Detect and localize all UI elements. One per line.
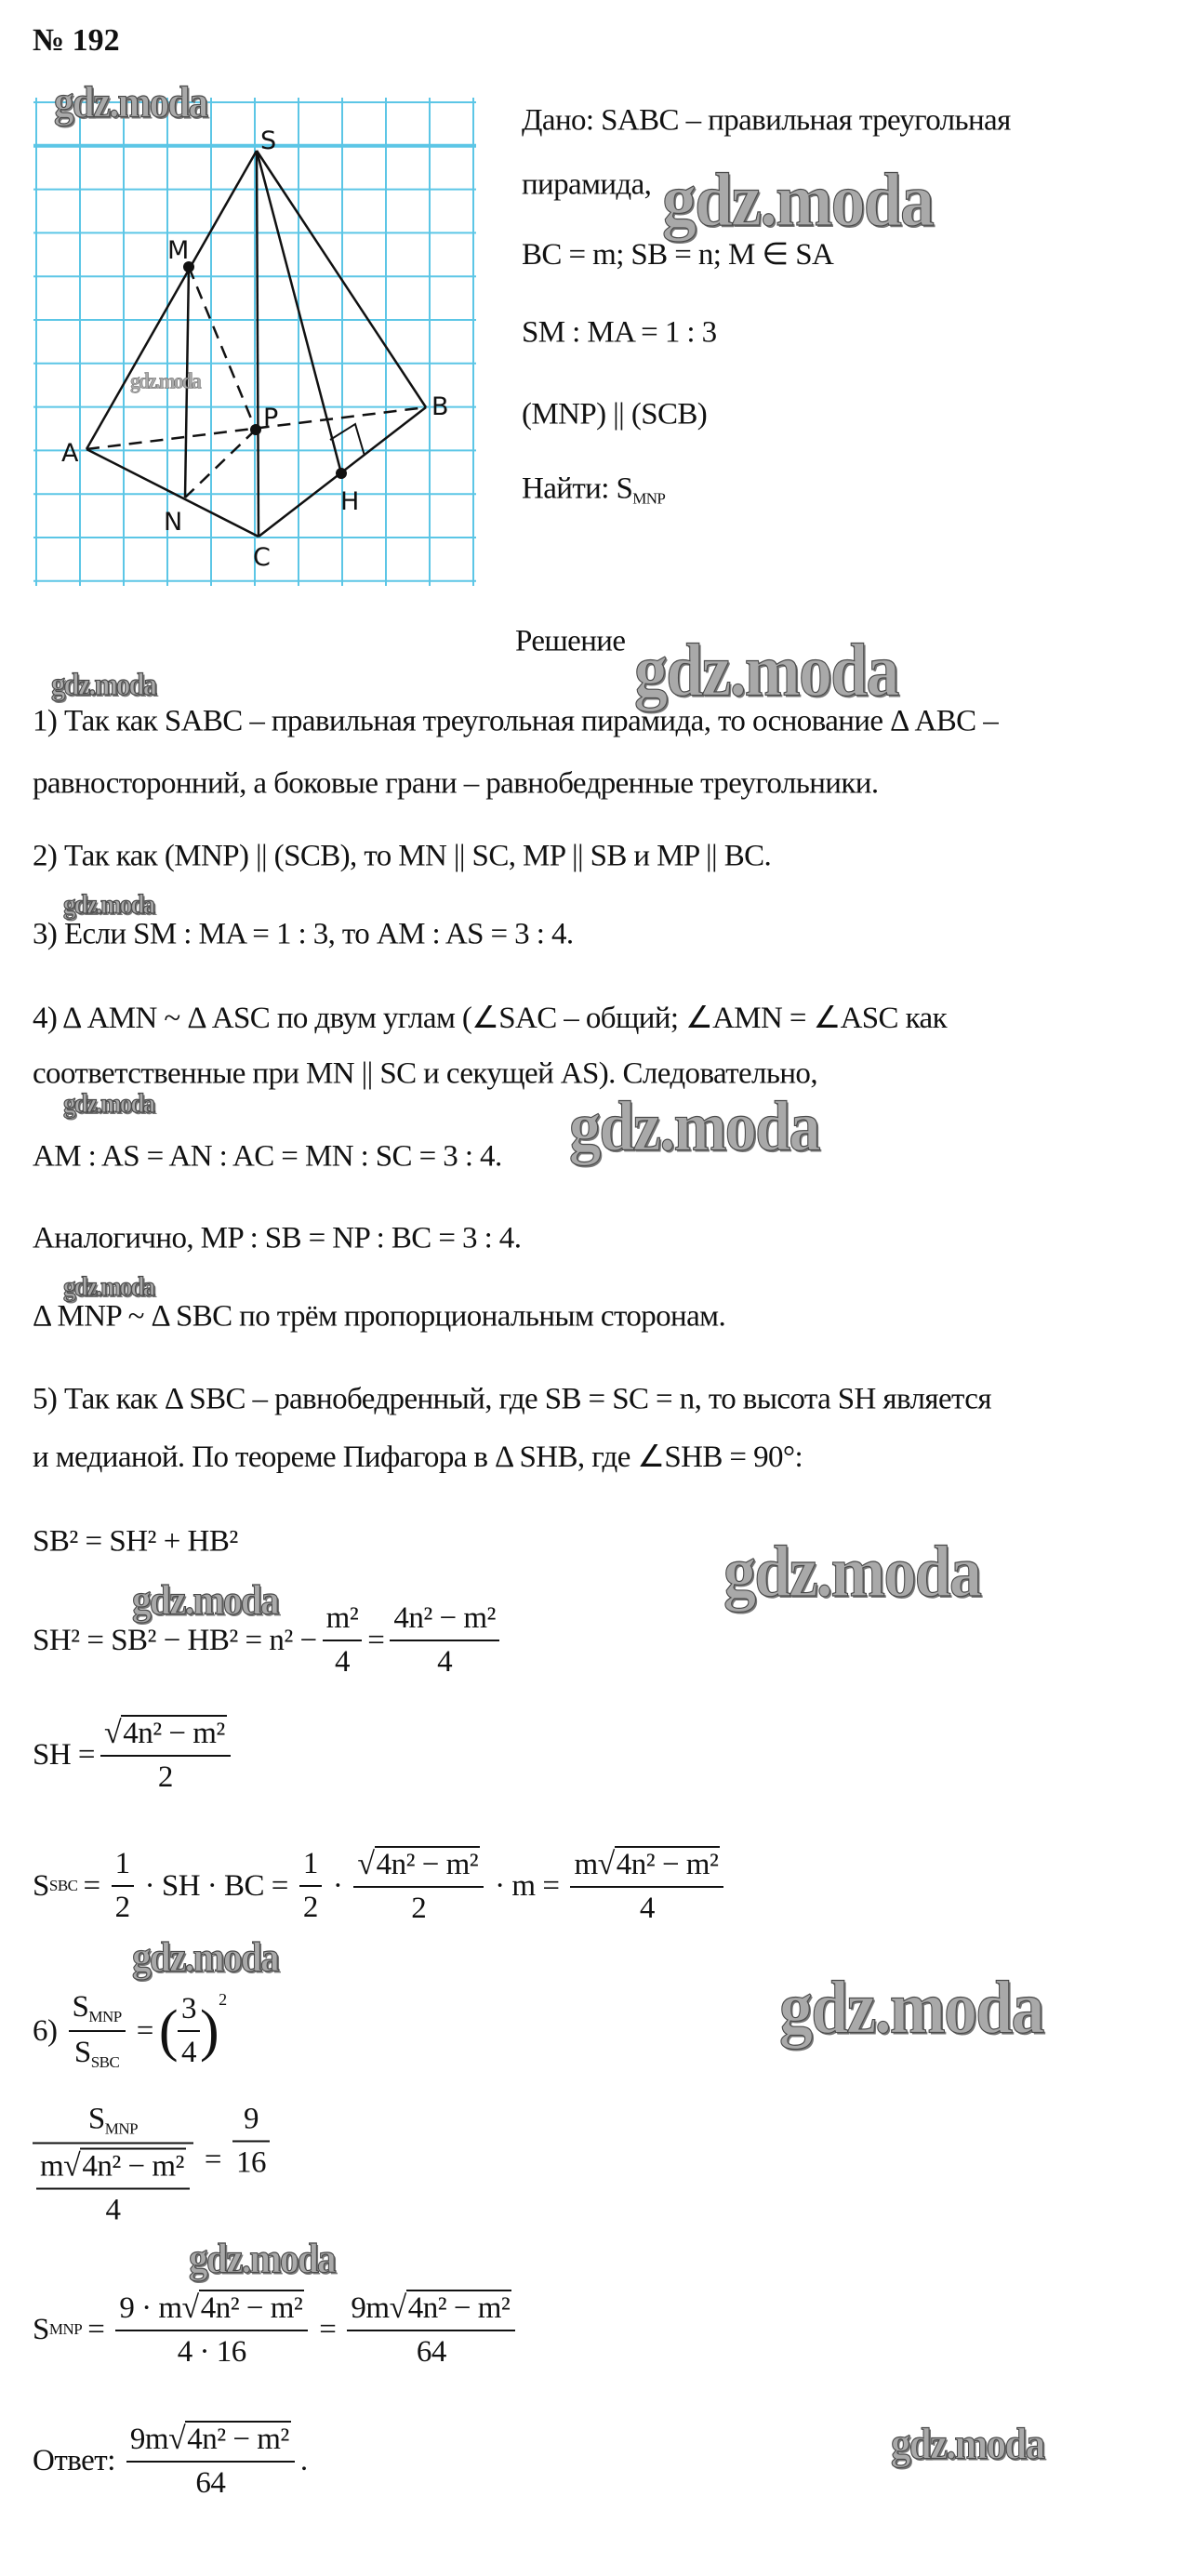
answer <box>33 2421 308 2501</box>
label-C: C <box>253 543 271 572</box>
given-line-1: Дано: SABC – правильная треугольная <box>522 103 1011 138</box>
problem-number: № 192 <box>33 23 120 58</box>
label-N: N <box>164 508 183 537</box>
fraction <box>232 2103 270 2181</box>
watermark: gdz.moda <box>569 1087 819 1166</box>
area-symbol: S <box>73 2036 91 2069</box>
equation-area-sbc <box>33 1846 729 1926</box>
watermark: gdz.moda <box>130 369 201 394</box>
radicand: 4n² − m² <box>82 2149 184 2184</box>
watermark: gdz.moda <box>189 2234 335 2282</box>
coefficient: m <box>40 2149 64 2184</box>
area-symbol: S <box>33 1868 49 1903</box>
given-line-3: BC = m; SB = n; M ∈ SA <box>522 238 834 272</box>
numerator: 4n² − m² <box>393 1601 496 1635</box>
point-P <box>250 424 261 435</box>
watermark: gdz.moda <box>132 1575 278 1624</box>
radicand: 4n² − m² <box>616 1848 719 1881</box>
sqrt: √ 4n² − m² <box>181 2291 303 2325</box>
operator-text: · m = <box>495 1868 560 1903</box>
label-S: S <box>260 126 277 155</box>
watermark: gdz.moda <box>51 668 156 702</box>
eq-lhs: SH = <box>33 1737 96 1772</box>
equation-pythagoras: SB² = SH² + HB² <box>33 1524 238 1559</box>
label-A: A <box>61 439 79 468</box>
denominator: 4 <box>570 1886 723 1926</box>
numerator: m² <box>325 1601 359 1635</box>
solution-line: 4) Δ AMN ~ Δ ASC по двум углам (∠SAC – общий; ∠AMN = ∠ASC как <box>33 1002 948 1035</box>
coefficient: m <box>574 1848 598 1881</box>
period: . <box>299 2443 308 2477</box>
solution-line: Δ MNP ~ Δ SBC по трём пропорциональным сторонам. <box>33 1299 726 1334</box>
segment-MP-hidden <box>189 267 256 430</box>
denominator: 2 <box>299 1885 322 1925</box>
operator-text: · SH · BC = <box>144 1868 288 1903</box>
numerator: 9 <box>244 2102 259 2136</box>
equation-ratio-substituted <box>33 2103 275 2228</box>
watermark: gdz.moda <box>634 630 898 712</box>
subscript: SBC <box>90 2053 120 2071</box>
equals: = <box>319 2312 337 2346</box>
watermark: gdz.moda <box>891 2419 1044 2469</box>
given-line-4: SM : MA = 1 : 3 <box>522 315 717 350</box>
watermark: gdz.moda <box>63 1271 154 1302</box>
numerator: 3 <box>181 1992 196 2025</box>
fraction <box>33 2103 193 2228</box>
operator-text: · <box>332 1868 343 1903</box>
solution-line: и медианой. По теореме Пифагора в Δ SHB, где ∠SHB = 90°: <box>33 1441 803 1474</box>
sqrt: √ 4n² − m² <box>597 1847 719 1881</box>
fraction <box>299 1847 322 1925</box>
equals: = <box>83 1868 100 1903</box>
point-H <box>336 468 347 479</box>
fraction <box>115 2290 308 2370</box>
given-line-5: (MNP) || (SCB) <box>522 397 708 432</box>
sqrt: √ 4n² − m² <box>357 1847 479 1881</box>
label-M: M <box>167 236 190 265</box>
fraction <box>570 1846 723 1926</box>
sqrt: √ 4n² − m² <box>389 2291 511 2325</box>
fraction <box>178 1992 200 2070</box>
fraction <box>69 1990 126 2072</box>
area-symbol: S <box>33 2312 49 2346</box>
solution-title: Решение <box>515 624 626 658</box>
fraction <box>353 1846 484 1926</box>
denominator: 16 <box>232 2141 270 2181</box>
solution-line: 5) Так как Δ SBC – равнобедренный, где SB = SC = n, то высота SH является <box>33 1382 991 1416</box>
denominator: 4 <box>323 1640 363 1680</box>
label-P: P <box>263 404 279 432</box>
equation-area-ratio <box>33 1990 227 2072</box>
watermark: gdz.moda <box>723 1531 981 1612</box>
radicand: 4n² − m² <box>123 1717 225 1750</box>
fraction <box>112 1847 134 1925</box>
subscript: MNP <box>88 2008 122 2025</box>
step-label: 6) <box>33 2013 58 2048</box>
fraction <box>323 1601 363 1680</box>
solution-line: соответственные при MN || SC и секущей AS). Следовательно, <box>33 1056 817 1091</box>
segment-PN-hidden <box>185 430 256 498</box>
denominator: 2 <box>112 1885 134 1925</box>
equals: = <box>367 1623 385 1657</box>
find-label: Найти: S <box>522 471 633 506</box>
subscript: SBC <box>48 1877 78 1894</box>
denominator: 2 <box>100 1755 231 1795</box>
sqrt: √ 4n² − m² <box>168 2422 289 2456</box>
right-paren: ) <box>200 1999 219 2063</box>
denominator: 2 <box>353 1886 484 1926</box>
subscript: MNP <box>104 2119 139 2138</box>
fraction <box>36 2148 190 2228</box>
denominator: 4 · 16 <box>115 2330 308 2370</box>
coefficient: 9 · m <box>119 2291 182 2325</box>
radicand: 4n² − m² <box>187 2423 289 2456</box>
solution-line: равносторонний, а боковые грани – равнобедренные треугольники. <box>33 766 879 801</box>
numerator: 1 <box>114 1847 130 1880</box>
equals: = <box>87 2312 105 2346</box>
answer-label: Ответ: <box>33 2443 115 2477</box>
area-symbol: S <box>72 1990 89 2024</box>
radicand: 4n² − m² <box>376 1848 479 1881</box>
edge-SC <box>257 151 259 537</box>
numerator: 1 <box>302 1847 318 1880</box>
left-paren: ( <box>158 1999 178 2063</box>
label-H: H <box>340 487 360 516</box>
denominator: 64 <box>126 2461 295 2501</box>
equals: = <box>136 2013 153 2048</box>
solution-line: Аналогично, MP : SB = NP : BC = 3 : 4. <box>33 1221 522 1255</box>
eq-lhs: SH² = SB² − HB² = n² − <box>33 1623 317 1657</box>
fraction <box>390 1601 499 1680</box>
area-symbol: S <box>87 2102 105 2136</box>
radicand: 4n² − m² <box>200 2291 303 2325</box>
grid-paper <box>33 98 476 586</box>
solution-line: AM : AS = AN : AC = MN : SC = 3 : 4. <box>33 1139 502 1174</box>
solution-line: 2) Так как (MNP) || (SCB), то MN || SC, MP || SB и MP || BC. <box>33 839 772 873</box>
watermark: gdz.moda <box>662 157 934 242</box>
denominator: 64 <box>347 2330 515 2370</box>
watermark: gdz.moda <box>132 1932 278 1981</box>
sqrt: √ 4n² − m² <box>104 1716 225 1750</box>
watermark: gdz.moda <box>63 1088 154 1119</box>
coefficient: 9m <box>129 2423 169 2456</box>
exponent: 2 <box>219 1990 227 2009</box>
fraction <box>347 2290 515 2370</box>
find-line <box>522 472 665 509</box>
equals: = <box>204 2143 222 2177</box>
equation-sh <box>33 1715 236 1795</box>
solution-line: 3) Если SM : MA = 1 : 3, то AM : AS = 3 : 4. <box>33 917 574 951</box>
denominator: 4 <box>178 2030 200 2070</box>
subscript: MNP <box>48 2320 83 2338</box>
sqrt: √ 4n² − m² <box>63 2148 184 2184</box>
watermark: gdz.moda <box>779 1967 1043 2050</box>
radicand: 4n² − m² <box>407 2291 511 2325</box>
equation-area-mnp <box>33 2290 521 2370</box>
coefficient: 9m <box>351 2291 390 2325</box>
given-line-2: пирамида, <box>522 167 652 202</box>
label-B: B <box>431 392 449 421</box>
watermark: gdz.moda <box>54 77 207 127</box>
fraction <box>100 1715 231 1795</box>
find-subscript: MNP <box>632 489 666 508</box>
watermark: gdz.moda <box>63 889 154 920</box>
solution-line: 1) Так как SABC – правильная треугольная пирамида, то основание Δ ABC – <box>33 704 999 738</box>
denominator: 4 <box>390 1640 499 1680</box>
denominator: 4 <box>36 2188 190 2228</box>
fraction <box>126 2421 295 2501</box>
edge-SA <box>86 151 257 449</box>
